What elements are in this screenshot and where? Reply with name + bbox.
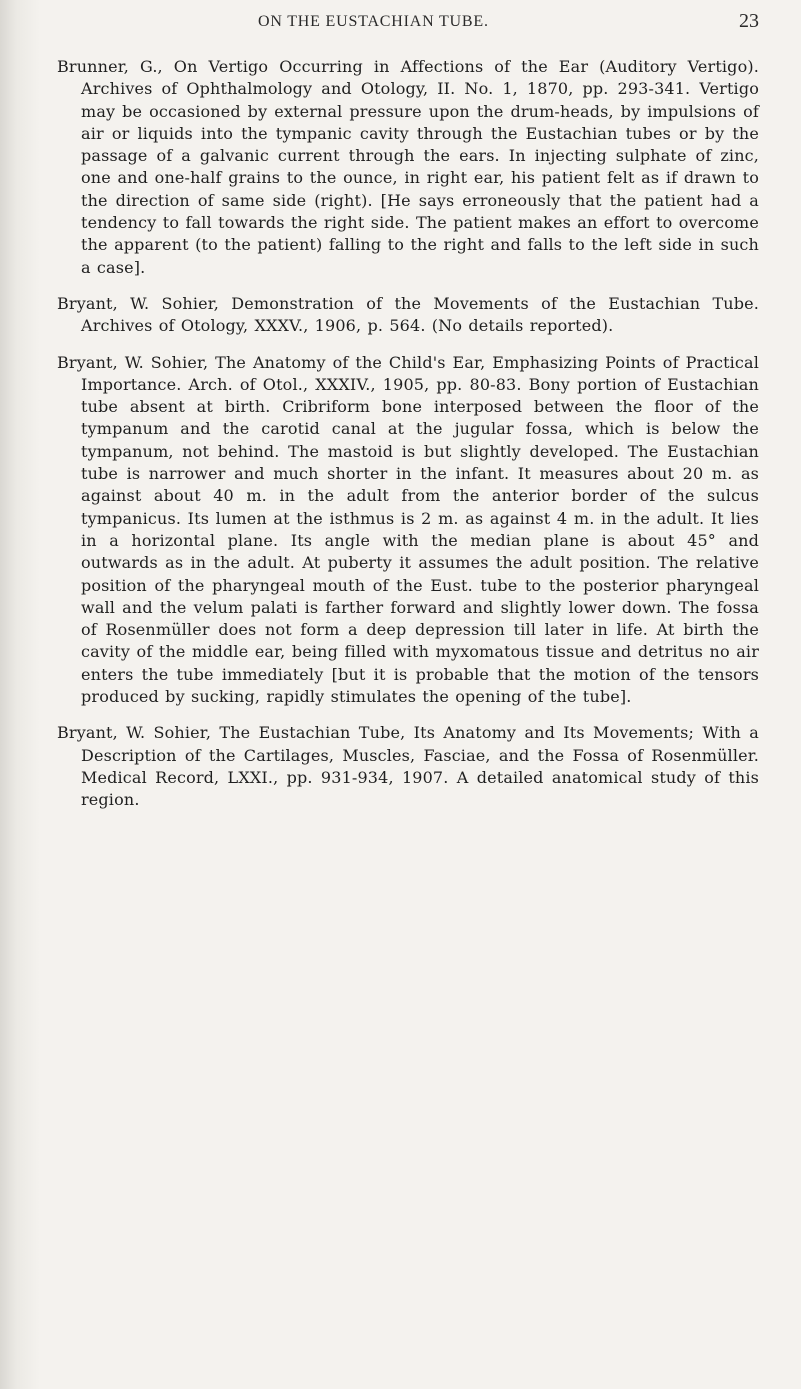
page-header: [258, 10, 758, 40]
bibliography-entry-bryant-demonstration: Bryant, W. Sohier, Demonstration of the Movements of the Eustachian Tube. Archives of Otology, XXXV., 1906, p. 564. (No details reported).: [57, 293, 759, 336]
page-edge-shadow: [0, 0, 40, 1389]
bibliography-entry-brunner-vertigo: Brunner, G., On Vertigo Occurring in Affections of the Ear (Auditory Vertigo). Archives of Ophthalmology and Otology, II. No. 1, 1870, pp. 293-341. Vertigo may be occasioned by external pressure upon the drum-heads, by impulsions of air or liquids into the tympanic cavity through the Eustachian tubes or by the passage of a galvanic current through the ears. In injecting sulphate of zinc, one and one-half grains to the ounce, in right ear, his patient felt as if drawn to the direction of same side (right). [He says erroneously that the patient had a tendency to fall towards the right side. The patient makes an effort to overcome the apparent (to the patient) falling to the right and falls to the left side in such a case].: [57, 57, 759, 277]
bibliography-entry-bryant-eustachian-anatomy: Bryant, W. Sohier, The Eustachian Tube, Its Anatomy and Its Movements; With a Description of the Cartilages, Muscles, Fasciae, and the Fossa of Rosenmüller. Medical Record, LXXI., pp. 931-934, 1907. A detailed anatomical study of this region.: [57, 723, 759, 810]
bibliography-list: [57, 56, 759, 826]
page-number: 23: [739, 10, 759, 32]
running-head: ON THE EUSTACHIAN TUBE.: [258, 13, 489, 30]
bibliography-entry-bryant-child-ear: Bryant, W. Sohier, The Anatomy of the Child's Ear, Emphasizing Points of Practical Importance. Arch. of Otol., XXXIV., 1905, pp. 80-83. Bony portion of Eustachian tube absent at birth. Cribriform bone interposed between the floor of the tympanum and the carotid canal at the jugular fossa, which is below the tympanum, not behind. The mastoid is but slightly developed. The Eustachian tube is narrower and much shorter in the infant. It measures about 20 m. as against about 40 m. in the adult from the anterior border of the sulcus tympanicus. Its lumen at the isthmus is 2 m. as against 4 m. in the adult. It lies in a horizontal plane. Its angle with the median plane is about 45° and outwards as in the adult. At puberty it assumes the adult position. The relative position of the pharyngeal mouth of the Eust. tube to the posterior pharyngeal wall and the velum palati is farther forward and slightly lower down. The fossa of Rosenmüller does not form a deep depression till later in life. At birth the cavity of the middle ear, being filled with myxomatous tissue and detritus no air enters the tube immediately [but it is probable that the motion of the tensors produced by sucking, rapidly stimulates the opening of the tube].: [57, 352, 759, 707]
